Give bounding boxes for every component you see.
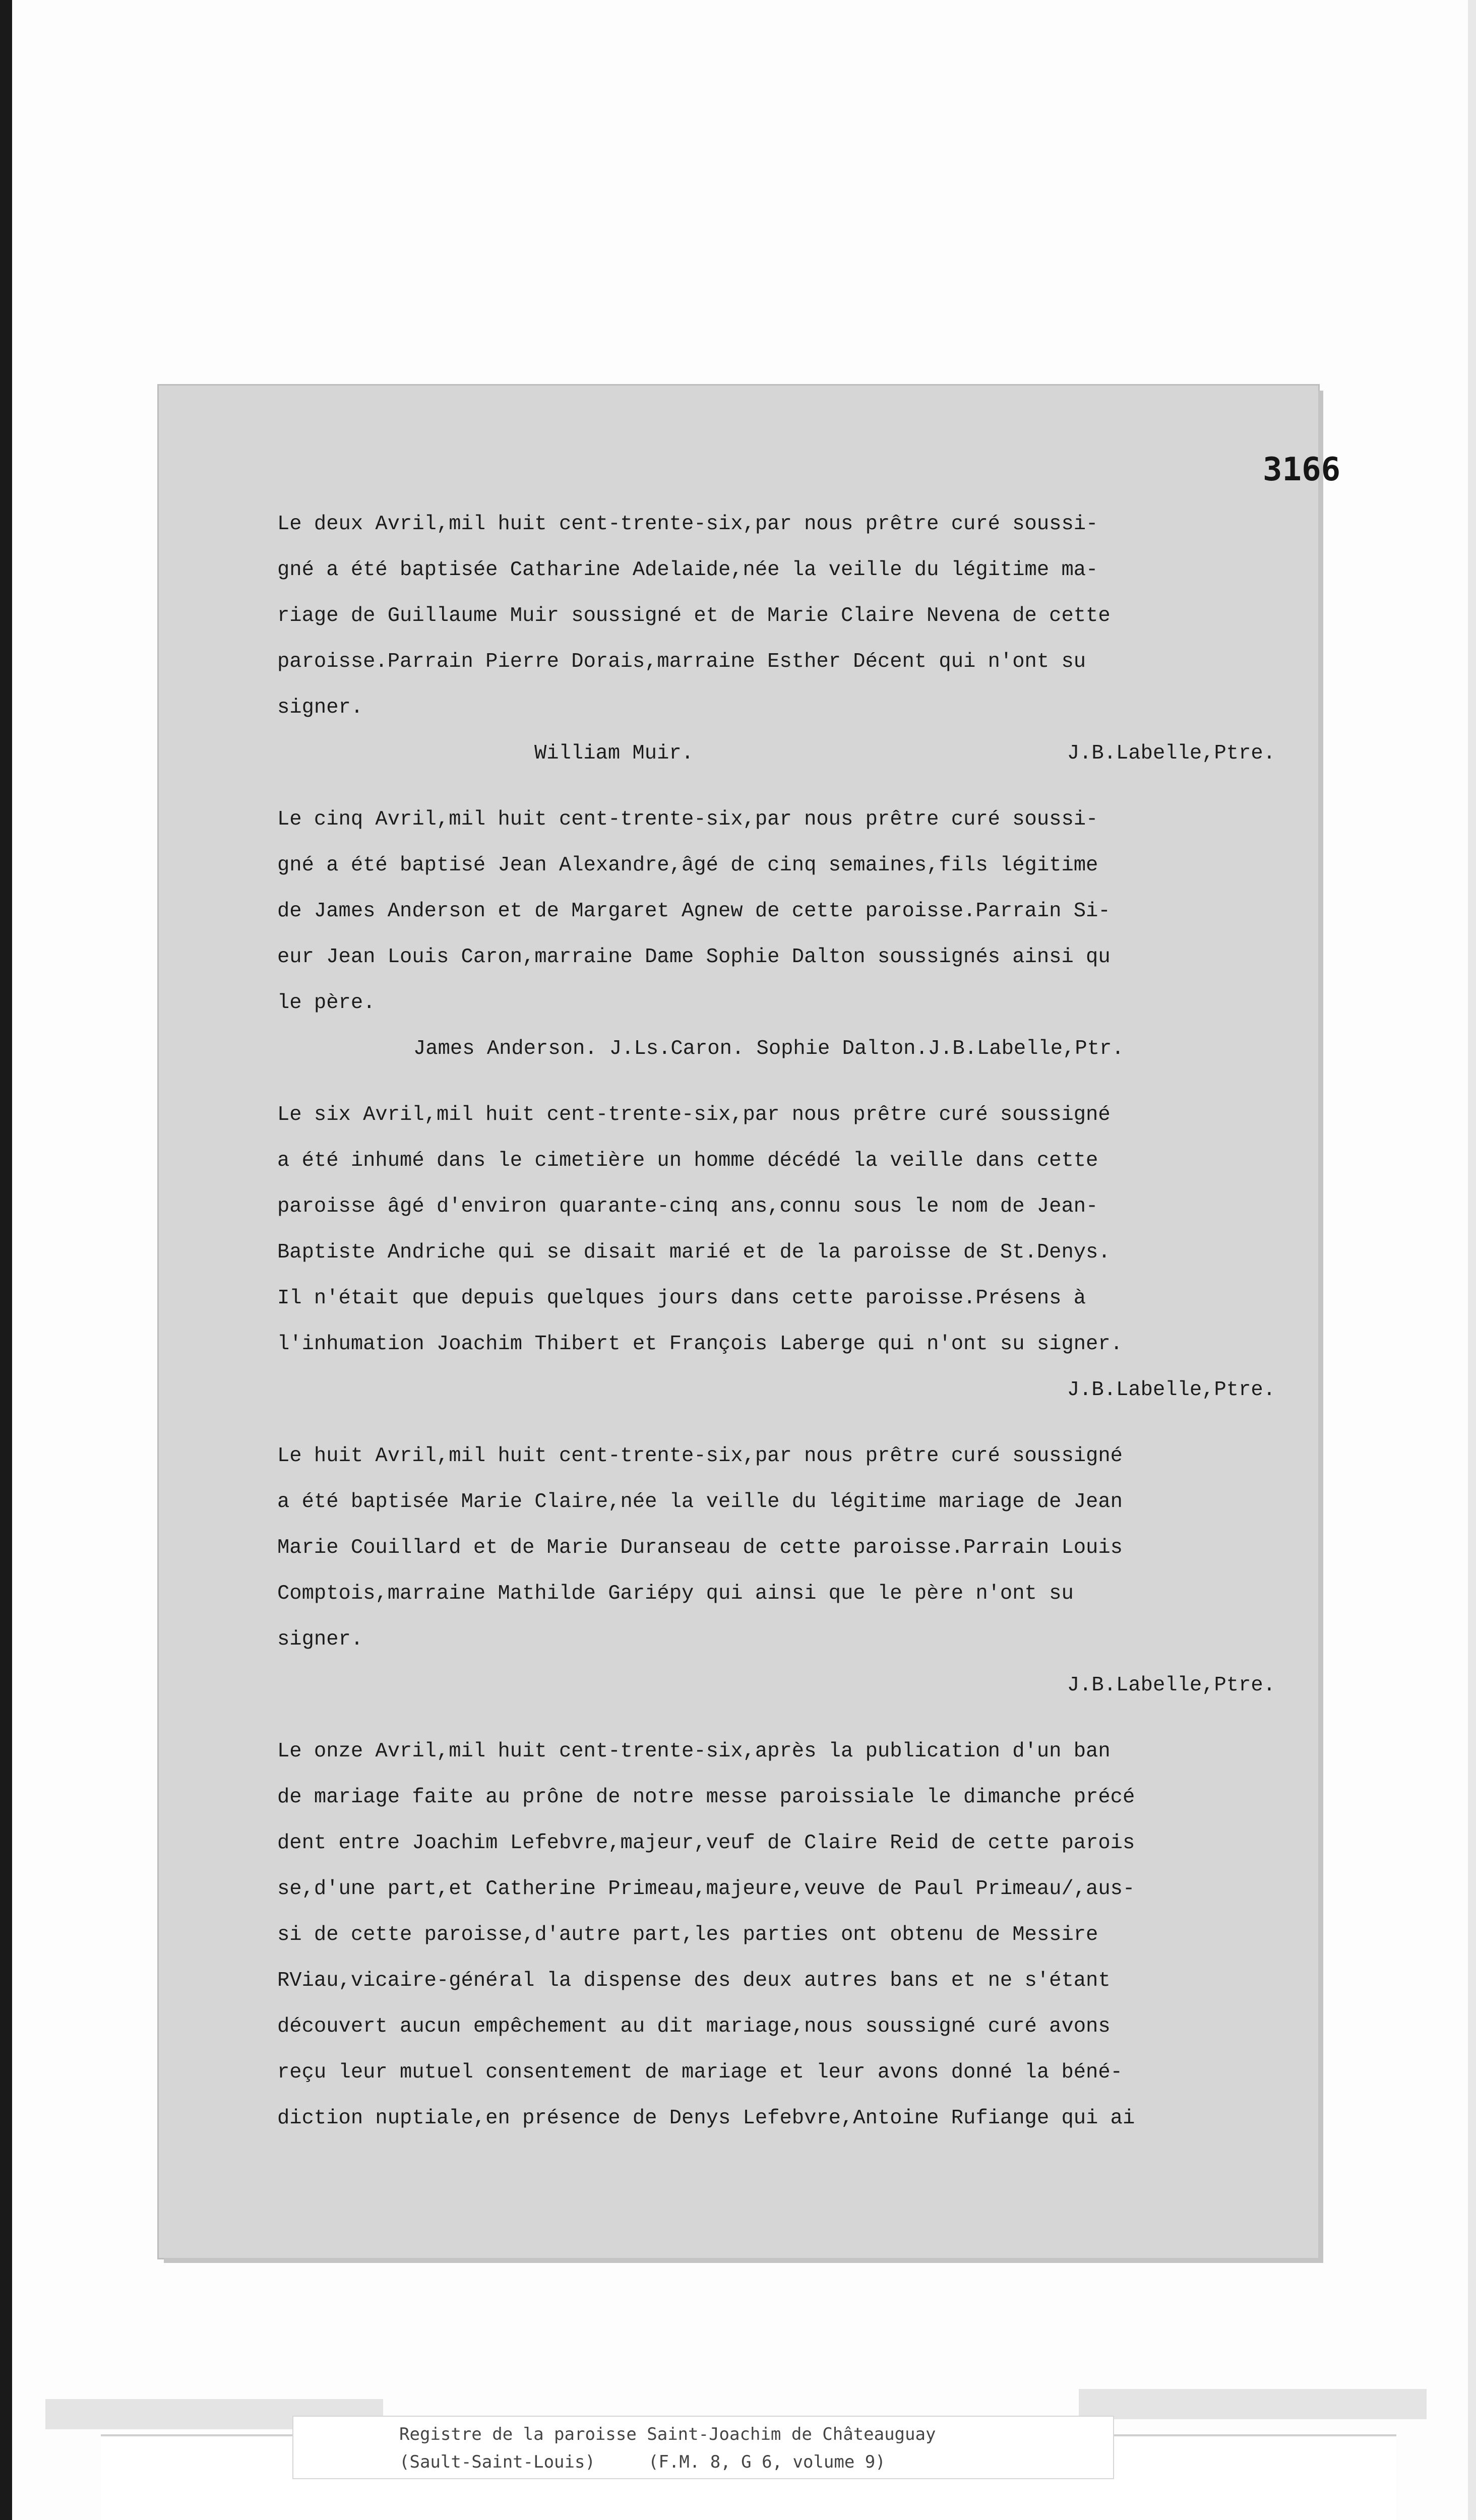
caption-reference	[399, 2448, 1113, 2476]
register-entry	[277, 1092, 1290, 1413]
entry-line: si de cette paroisse,d'autre part,les parties ont obtenu de Messire	[277, 1923, 1098, 1946]
signature-row: James Anderson. J.Ls.Caron. Sophie Dalton.J.B.Labelle,Ptr.	[413, 1037, 1124, 1060]
entry-line: a été baptisée Marie Claire,née la veille du légitime mariage de Jean	[277, 1490, 1123, 1514]
film-edge-left	[0, 0, 12, 2520]
signature: J.B.Labelle,Ptre.	[1067, 742, 1275, 765]
entry-line: le père.	[277, 991, 376, 1015]
entry-line: Le deux Avril,mil huit cent-trente-six,par nous prêtre curé soussi-	[277, 513, 1098, 536]
tape-strip	[1079, 2389, 1427, 2419]
entry-line: Le huit Avril,mil huit cent-trente-six,par nous prêtre curé soussigné	[277, 1444, 1123, 1468]
entry-line: Il n'était que depuis quelques jours dans cette paroisse.Présens à	[277, 1287, 1086, 1310]
signature: William Muir.	[534, 742, 694, 765]
signature: J.B.Labelle,Ptre.	[1067, 1674, 1275, 1697]
entry-line: l'inhumation Joachim Thibert et François Laberge qui n'ont su signer.	[277, 1333, 1123, 1356]
signature: J.B.Labelle,Ptre.	[1067, 1378, 1275, 1402]
film-edge-right	[1468, 0, 1476, 2520]
entry-line: découvert aucun empêchement au dit mariage,nous soussigné curé avons	[277, 2015, 1111, 2038]
register-entry	[277, 501, 1290, 777]
entry-line: RViau,vicaire-général la dispense des deux autres bans et ne s'étant	[277, 1969, 1111, 1992]
archives-stamp	[101, 2507, 1396, 2520]
register-entry	[277, 1729, 1290, 2141]
entry-line: Comptois,marraine Mathilde Gariépy qui ainsi que le père n'ont su	[277, 1582, 1074, 1605]
entry-line: Le six Avril,mil huit cent-trente-six,par nous prêtre curé soussigné	[277, 1103, 1111, 1126]
entry-line: gné a été baptisé Jean Alexandre,âgé de cinq semaines,fils légitime	[277, 854, 1098, 877]
entry-line: signer.	[277, 1628, 363, 1651]
caption-title: Registre de la paroisse Saint-Joachim de Châteauguay	[399, 2424, 936, 2444]
entry-line: se,d'une part,et Catherine Primeau,majeure,veuve de Paul Primeau/,aus-	[277, 1877, 1135, 1901]
entry-line: de James Anderson et de Margaret Agnew de cette paroisse.Parrain Si-	[277, 900, 1111, 923]
page-number: 3166	[1263, 451, 1341, 488]
entry-line: signer.	[277, 696, 363, 719]
stamp-line-english	[101, 2507, 1396, 2520]
register-caption	[292, 2416, 1114, 2479]
entry-line: eur Jean Louis Caron,marraine Dame Sophie Dalton soussignés ainsi qu	[277, 946, 1111, 969]
entry-line: Marie Couillard et de Marie Duranseau de cette paroisse.Parrain Louis	[277, 1536, 1123, 1559]
caption-volume: (F.M. 8, G 6, volume 9)	[648, 2452, 886, 2472]
register-entry	[277, 797, 1290, 1072]
entry-line: Baptiste Andriche qui se disait marié et de la paroisse de St.Denys.	[277, 1241, 1111, 1264]
caption-location: (Sault-Saint-Louis)	[399, 2452, 595, 2472]
entry-line: gné a été baptisée Catharine Adelaide,née la veille du légitime ma-	[277, 558, 1098, 582]
entry-line: Le cinq Avril,mil huit cent-trente-six,par nous prêtre curé soussi-	[277, 808, 1098, 831]
entry-line: paroisse.Parrain Pierre Dorais,marraine Esther Décent qui n'ont su	[277, 650, 1086, 673]
register-entry	[277, 1433, 1290, 1709]
register-page	[159, 386, 1341, 2258]
entry-line: dent entre Joachim Lefebvre,majeur,veuf de Claire Reid de cette parois	[277, 1832, 1135, 1855]
entry-line: Le onze Avril,mil huit cent-trente-six,après la publication d'un ban	[277, 1740, 1111, 1763]
entry-line: de mariage faite au prône de notre messe paroissiale le dimanche précé	[277, 1786, 1135, 1809]
entry-line: paroisse âgé d'environ quarante-cinq ans,connu sous le nom de Jean-	[277, 1195, 1098, 1218]
entry-line: diction nuptiale,en présence de Denys Lefebvre,Antoine Rufiange qui ai	[277, 2107, 1135, 2130]
entry-line: riage de Guillaume Muir soussigné et de Marie Claire Nevena de cette	[277, 604, 1111, 627]
entry-line: reçu leur mutuel consentement de mariage et leur avons donné la béné-	[277, 2061, 1123, 2084]
entry-line: a été inhumé dans le cimetière un homme décédé la veille dans cette	[277, 1149, 1098, 1172]
signature-row	[277, 731, 1290, 777]
register-entries	[277, 501, 1290, 2162]
